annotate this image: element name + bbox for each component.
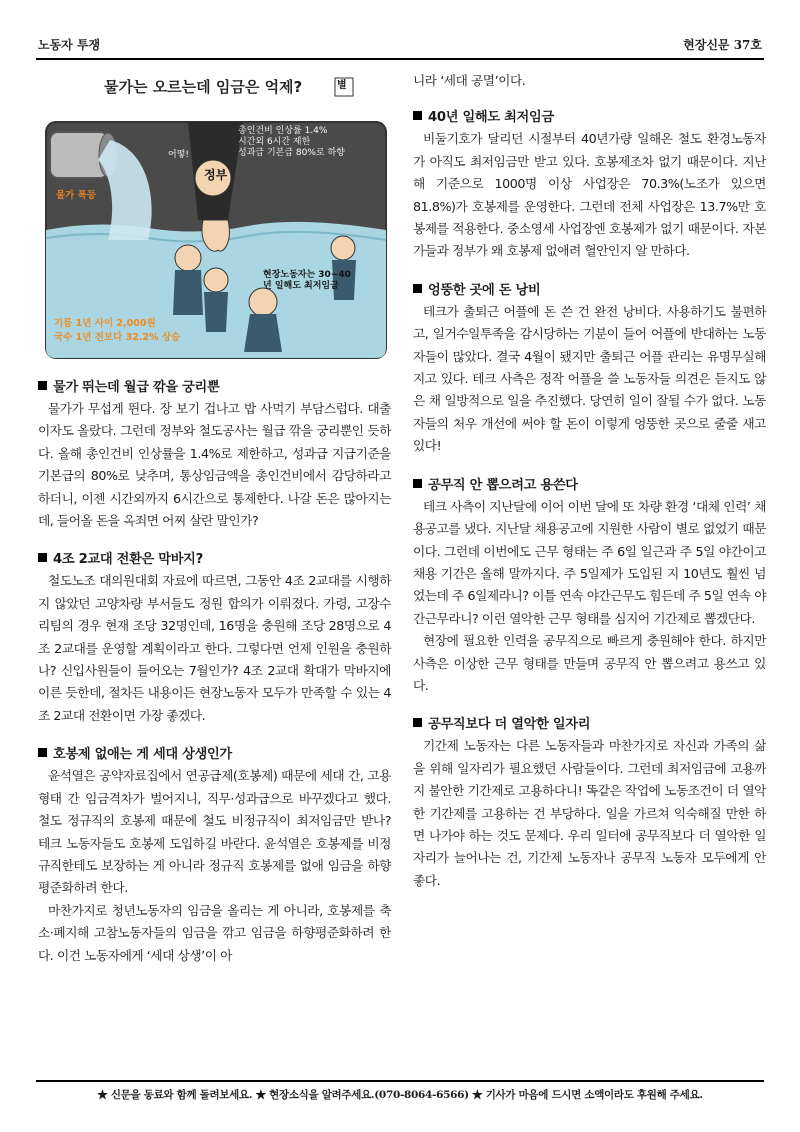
- price-surge-label: 물가 폭등: [56, 190, 97, 201]
- headline-text: 엉뚱한 곳에 돈 낭비: [428, 282, 541, 298]
- bullet-square-icon: [38, 381, 47, 390]
- article: [413, 279, 766, 458]
- article-continuation: 니라 ‘세대 공멸’이다.: [413, 73, 526, 88]
- headline-text: 40년 일해도 최저임금: [428, 110, 554, 126]
- price-stat: 국수 1년 전보다 32.2% 상승: [54, 332, 181, 343]
- article: [413, 106, 766, 262]
- cartoon-illustration: [38, 70, 391, 366]
- article: [413, 474, 766, 698]
- artist-signature: 별: [337, 80, 347, 91]
- government-label: 정부: [204, 168, 228, 182]
- bullet-square-icon: [413, 284, 422, 293]
- article-body: 테크가 출퇴근 어플에 돈 쓴 건 완전 낭비다. 사용하기도 불편하고, 일거수일투족을 감시당하는 기분이 들어 어플에 반대하는 노동자들이 많았다. 결국 4월이 됐지만 출퇴근 어플 관리는 유명무실해지고 있다. 테크 사측은 정작 어플을 쓸 노동자들 의견은 듣지도 않은 채 일방적으로 일을 추진했다. 당연히 일이 잘될 수가 없다. 노동자들의 처우 개선에 써야 할 돈이 이렇게 엉뚱한 곳으로 줄줄 새고 있다!: [413, 303, 766, 454]
- article-headline: [38, 743, 391, 762]
- headline-text: 공무직보다 더 열악한 일자리: [428, 717, 591, 733]
- government-speech: 어떻!: [168, 150, 189, 160]
- bullet-square-icon: [413, 479, 422, 488]
- headline-text: 호봉제 없애는 게 세대 상생인가: [53, 747, 232, 763]
- gov-note: 시간외 6시간 제한: [238, 137, 311, 147]
- bullet-square-icon: [38, 748, 47, 757]
- bullet-square-icon: [38, 553, 47, 562]
- article-body: 철도노조 대의원대회 자료에 따르면, 그동안 4조 2교대를 시행하지 않았던 고양차량 부서들도 정원 합의가 이뤄졌다. 가령, 고장수리팀의 경우 현재 조당 32명인데, 16명을 충원해 조당 28명으로 4조 2교대를 운영할 계획이라고 한다. 그렇다면 언제 인원을 충원하나? 신입사원들이 들어오는 7월인가? 4조 2교대 확대가 막바지에 이른 듯한데, 절차든 내용이든 현장노동자 모두가 만족할 수 있는 4조 2교대 전환이면 가장 좋겠다.: [38, 573, 391, 723]
- footer-notice: ★ 신문을 동료와 함께 돌려보세요. ★ 현장소식을 알려주세요.(070-8064-6566) ★ 기사가 마음에 드시면 소액이라도 후원해 주세요.: [97, 1089, 703, 1101]
- right-column: [413, 70, 766, 908]
- gov-note: 성과급 기본급 80%로 하향: [238, 148, 345, 158]
- field-worker-label: 현장노동자는 30~40년 일해도 최저임금: [263, 270, 351, 291]
- article-body: 테크 사측이 지난달에 이어 이번 달에 또 차량 환경 ‘대체 인력’ 채용공고를 냈다. 지난달 채용공고에 지원한 사람이 별로 없었기 때문이다. 그런데 이번에도 근무 형태는 주 6일 일근과 주 5일 야간이고 채용 기간은 올해 말까지다. 주 5일제가 도입된 지 10년도 훨씬 넘었는데 주 6일제라니? 이틀 연속 야간근무도 힘든데 주 5일 연속 야간근무라니? 이런 열악한 근무 형태를 심지어 기간제로 뽑겠단다.: [413, 498, 766, 626]
- price-stat: 기름 1년 사이 2,000원: [54, 318, 156, 329]
- article: [413, 713, 766, 892]
- article-headline: [38, 376, 391, 395]
- article-body: 물가가 무섭게 뛴다. 장 보기 겁나고 밥 사먹기 부담스럽다. 대출이자도 올랐다. 그런데 정부와 철도공사는 월급 깎을 궁리뿐인 듯하다. 올해 총인건비 인상률을 1.4%로 제한하고, 성과급 지급기준을 기본급의 80%로 낮추며, 통상임금액을 총인건비에서 감당하라고 하더니, 이젠 시간외까지 6시간으로 통제한다. 나갈 돈은 많아지는데, 들어올 돈을 옥죄면 어찌 살란 말인가?: [38, 401, 391, 529]
- bullet-square-icon: [413, 718, 422, 727]
- gov-note: 총인건비 인상률 1.4%: [238, 126, 328, 136]
- article-headline: [413, 106, 766, 125]
- article-headline: [413, 713, 766, 732]
- article-body: 비둘기호가 달리던 시절부터 40년가량 일해온 철도 환경노동자가 아직도 최저임금만 받고 있다. 호봉제조차 없기 때문이다. 지난해 기준으로 1000명 이상 사업장은 70.3%(노조가 있으면 81.8%)가 호봉제를 운영한다. 그런데 전체 사업장은 13.7%만 호봉제를 적용한다. 중소영세 사업장엔 호봉제가 없기 때문이다. 자본가들과 정부가 왜 호봉제 없애려 혈안인지 알 만하다.: [413, 131, 766, 259]
- headline-text: 4조 2교대 전환은 막바지?: [53, 552, 203, 568]
- article: [38, 376, 391, 532]
- article: [38, 743, 391, 967]
- headline-text: 물가 뛰는데 월급 깎을 궁리뿐: [53, 380, 220, 395]
- article-body: 윤석열은 공약자료집에서 연공급제(호봉제) 때문에 세대 간, 고용형태 간 임금격차가 벌어지니, 직무·성과급으로 바꾸겠다고 했다. 철도 정규직의 호봉제 때문에 철도 비정규직이 최저임금만 받나? 테크 노동자들도 호봉제 도입하길 바란다. 윤석열은 호봉제를 비정규직한테도 보장하는 게 아니라 정규직 호봉제를 없애 임금을 하향평준화하려 한다.: [38, 768, 391, 896]
- article: [38, 548, 391, 727]
- footer-divider: [36, 1080, 764, 1082]
- headline-text: 공무직 안 뽑으려고 용쓴다: [428, 477, 578, 493]
- article-body: 현장에 필요한 인력을 공무직으로 빠르게 충원해야 한다. 하지만 사측은 이상한 근무 형태를 만들며 공무직 안 뽑으려고 용쓰고 있다.: [413, 633, 766, 693]
- issue-number: 현장신문 37호: [683, 38, 762, 52]
- article-headline: [413, 474, 766, 493]
- newspaper-name: 노동자 투쟁: [38, 38, 101, 52]
- cartoon-title: 물가는 오르는데 임금은 억제?: [104, 78, 303, 96]
- left-column: [38, 70, 391, 983]
- header-divider: [36, 58, 764, 60]
- government-notes: [238, 126, 388, 159]
- article-headline: [413, 279, 766, 298]
- bullet-square-icon: [413, 111, 422, 120]
- article-headline: [38, 548, 391, 567]
- article-body: 기간제 노동자는 다른 노동자들과 마찬가지로 자신과 가족의 삶을 위해 일자리가 필요했던 사람들이다. 그런데 최저임금에 고용까지 불안한 기간제로 고용하다니! 똑같은 작업에 노동조건이 더 열악한 기간제를 고용하는 건 부당하다. 일을 가르쳐 익숙해질 만한 하면 나가야 하는 것도 문제다. 우리 일터에 공무직보다 더 열악한 일자리가 늘어나는 건, 기간제 노동자나 공무직 노동자 모두에게 안 좋다.: [413, 738, 766, 888]
- article-body: 마찬가지로 청년노동자의 임금을 올리는 게 아니라, 호봉제를 축소·폐지해 고참노동자들의 임금을 깎고 임금을 하향평준화하려 한다. 이건 노동자에게 ‘세대 상생’이 아: [38, 902, 391, 963]
